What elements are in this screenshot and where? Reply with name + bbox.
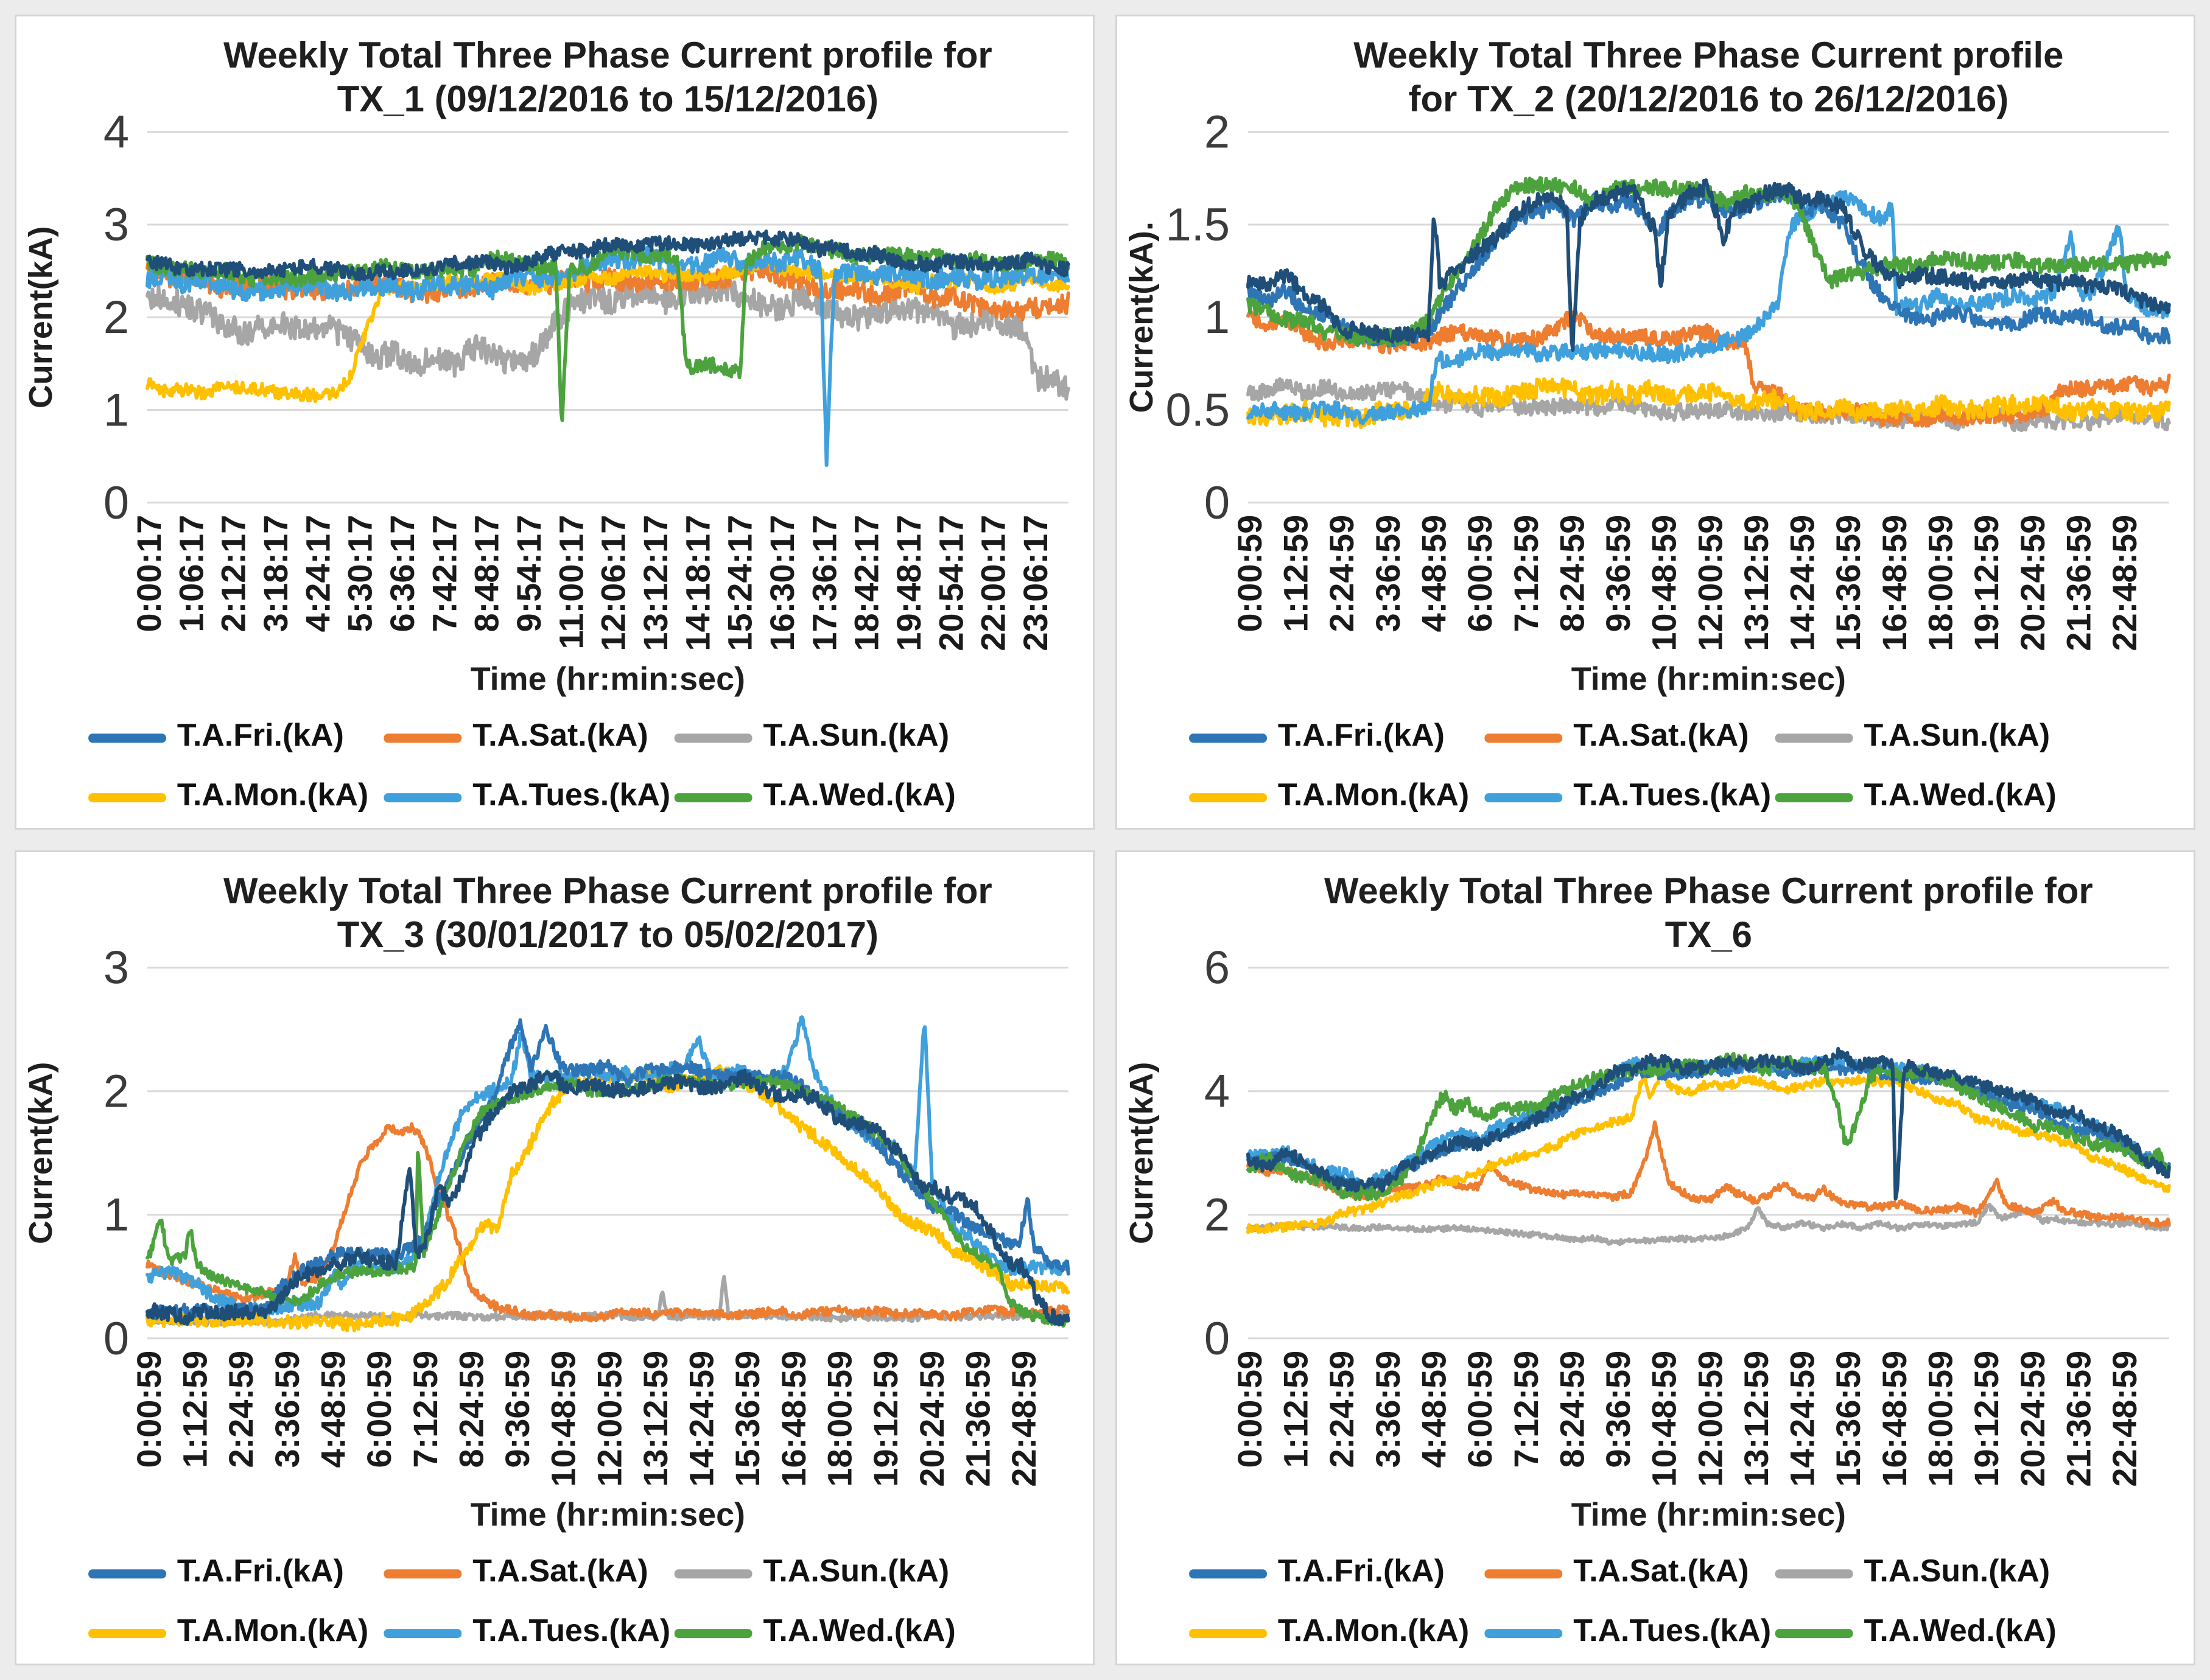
x-tick-label: 10:48:59: [544, 1350, 583, 1487]
x-tick-label: 16:30:17: [762, 514, 801, 651]
x-tick-label: 3:36:59: [1368, 514, 1407, 632]
x-tick-label: 19:48:17: [889, 514, 928, 651]
y-tick-label: 1: [103, 384, 130, 436]
y-axis-title: Current(kA): [1123, 1062, 1160, 1245]
x-tick-label: 0:00:59: [1230, 514, 1269, 632]
x-tick-label: 6:00:59: [360, 1350, 399, 1468]
x-tick-label: 20:24:59: [2013, 514, 2052, 651]
legend-label-t-a-sun-ka: T.A.Sun.(kA): [1864, 1553, 2050, 1589]
y-tick-label: 0.5: [1165, 384, 1230, 436]
x-tick-label: 20:54:17: [931, 514, 970, 651]
x-tick-label: 14:24:59: [682, 1350, 721, 1487]
y-tick-label: 2: [1204, 1189, 1230, 1241]
legend-label-t-a-wed-ka: T.A.Wed.(kA): [1864, 1613, 2057, 1649]
y-tick-label: 0: [103, 1312, 130, 1365]
legend-label-t-a-mon-ka: T.A.Mon.(kA): [177, 777, 369, 813]
x-tick-label: 10:48:59: [1644, 514, 1683, 651]
x-tick-label: 18:42:17: [847, 514, 886, 651]
legend-swatch-t-a-wed-ka: [675, 793, 752, 802]
chart-title-line: for TX_2 (20/12/2016 to 26/12/2016): [1408, 78, 2009, 119]
x-tick-label: 3:36:59: [267, 1350, 306, 1468]
x-tick-label: 22:00:17: [973, 514, 1012, 651]
y-tick-label: 2: [103, 1065, 130, 1118]
chart-panel-tx1: [15, 15, 1095, 830]
x-tick-label: 0:00:59: [1230, 1350, 1269, 1468]
x-tick-label: 22:48:59: [1005, 1350, 1044, 1487]
legend-swatch-t-a-sat-ka: [1484, 1569, 1562, 1578]
chart-svg-tx1: [16, 16, 1093, 828]
x-tick-label: 12:00:59: [590, 1350, 629, 1487]
x-tick-label: 21:36:59: [2059, 514, 2098, 651]
x-tick-label: 8:48:17: [467, 514, 506, 632]
y-tick-label: 4: [1204, 1065, 1230, 1118]
legend-swatch-t-a-wed-ka: [1775, 1629, 1853, 1638]
legend-label-t-a-sun-ka: T.A.Sun.(kA): [1864, 718, 2050, 754]
x-tick-label: 13:12:17: [636, 514, 675, 651]
x-tick-label: 17:36:17: [805, 514, 844, 651]
x-tick-label: 12:06:17: [594, 514, 633, 651]
y-tick-label: 4: [103, 106, 130, 158]
x-tick-label: 4:48:59: [1414, 1350, 1453, 1468]
legend: [88, 718, 956, 813]
legend-label-t-a-tues-ka: T.A.Tues.(kA): [472, 1613, 671, 1649]
legend-swatch-t-a-wed-ka: [675, 1629, 752, 1638]
legend-swatch-t-a-sat-ka: [1484, 733, 1562, 743]
chart-title-line: TX_3 (30/01/2017 to 05/02/2017): [337, 914, 879, 955]
legend-label-t-a-wed-ka: T.A.Wed.(kA): [763, 1613, 956, 1649]
legend-swatch-t-a-mon-ka: [1189, 1629, 1267, 1638]
chart-svg-tx3: [16, 852, 1093, 1664]
x-tick-label: 21:36:59: [958, 1350, 997, 1487]
legend: [88, 1553, 956, 1648]
x-tick-label: 15:36:59: [728, 1350, 767, 1487]
legend-label-t-a-sat-ka: T.A.Sat.(kA): [472, 718, 648, 754]
y-axis-title: Current(kA).: [1123, 222, 1160, 413]
legend: [1189, 1553, 2057, 1648]
y-tick-label: 0: [103, 477, 130, 529]
x-tick-label: 23:06:17: [1016, 514, 1054, 651]
x-tick-label: 2:24:59: [1322, 514, 1361, 632]
x-tick-label: 13:12:59: [1736, 514, 1775, 651]
y-axis-title: Current(kA): [23, 1062, 60, 1245]
legend-swatch-t-a-fri-ka: [1189, 733, 1267, 743]
x-tick-label: 19:12:59: [1967, 514, 2006, 651]
x-tick-label: 1:06:17: [172, 514, 211, 632]
legend-label-t-a-sat-ka: T.A.Sat.(kA): [1573, 718, 1749, 754]
x-tick-label: 7:12:59: [1506, 514, 1545, 632]
chart-panel-tx6: [1115, 850, 2195, 1665]
legend-label-t-a-tues-ka: T.A.Tues.(kA): [1573, 1613, 1772, 1649]
x-tick-label: 14:18:17: [678, 514, 717, 651]
x-tick-label: 10:48:59: [1644, 1350, 1683, 1487]
x-tick-label: 4:48:59: [314, 1350, 353, 1468]
y-tick-label: 0: [1204, 1312, 1230, 1365]
legend-label-t-a-fri-ka: T.A.Fri.(kA): [177, 718, 344, 754]
x-tick-label: 16:48:59: [1875, 514, 1914, 651]
chart-panel-tx3: [15, 850, 1095, 1665]
x-tick-label: 19:12:59: [866, 1350, 905, 1487]
legend-label-t-a-wed-ka: T.A.Wed.(kA): [1864, 777, 2057, 813]
x-axis-title: Time (hr:min:sec): [1571, 1496, 1847, 1533]
chart-title-line: Weekly Total Three Phase Current profile for: [1324, 870, 2093, 911]
x-tick-label: 22:48:59: [2105, 514, 2144, 651]
y-tick-label: 1.5: [1165, 198, 1230, 251]
chart-svg-tx2: [1117, 16, 2194, 828]
x-tick-label: 9:36:59: [1599, 514, 1638, 632]
x-tick-label: 15:36:59: [1829, 1350, 1868, 1487]
legend-label-t-a-fri-ka: T.A.Fri.(kA): [1277, 1553, 1445, 1589]
legend-swatch-t-a-sun-ka: [1775, 1569, 1853, 1578]
x-tick-label: 18:00:59: [820, 1350, 859, 1487]
y-axis-title: Current(kA): [23, 226, 60, 409]
x-tick-label: 4:48:59: [1414, 514, 1453, 632]
chart-panel-tx2: [1115, 15, 2195, 830]
x-tick-label: 13:12:59: [636, 1350, 675, 1487]
x-axis-title: Time (hr:min:sec): [470, 1496, 746, 1533]
x-tick-label: 9:54:17: [509, 514, 548, 632]
chart-title-line: Weekly Total Three Phase Current profile for: [223, 34, 992, 75]
legend-swatch-t-a-fri-ka: [88, 1569, 166, 1578]
legend-swatch-t-a-tues-ka: [1484, 1629, 1562, 1638]
x-tick-label: 1:12:59: [1276, 1350, 1315, 1468]
y-tick-label: 3: [103, 198, 130, 251]
x-tick-label: 1:12:59: [1276, 514, 1315, 632]
x-tick-label: 22:48:59: [2105, 1350, 2144, 1487]
x-tick-label: 6:00:59: [1461, 1350, 1500, 1468]
x-tick-label: 20:24:59: [2013, 1350, 2052, 1487]
x-tick-label: 8:24:59: [1552, 514, 1591, 632]
x-tick-label: 0:00:17: [129, 514, 168, 632]
x-tick-label: 9:36:59: [498, 1350, 537, 1468]
legend-label-t-a-sat-ka: T.A.Sat.(kA): [472, 1553, 648, 1589]
x-tick-label: 18:00:59: [1921, 1350, 1960, 1487]
legend-label-t-a-sun-ka: T.A.Sun.(kA): [763, 718, 950, 754]
y-tick-label: 2: [103, 292, 130, 344]
x-tick-label: 1:12:59: [175, 1350, 214, 1468]
legend-swatch-t-a-tues-ka: [384, 1629, 461, 1638]
x-tick-label: 14:24:59: [1783, 514, 1822, 651]
chart-title-line: Weekly Total Three Phase Current profile for: [223, 870, 992, 911]
legend-label-t-a-sat-ka: T.A.Sat.(kA): [1573, 1553, 1749, 1589]
y-tick-label: 0: [1204, 477, 1230, 529]
y-tick-label: 1: [1204, 292, 1230, 344]
legend-swatch-t-a-sat-ka: [384, 1569, 461, 1578]
x-tick-label: 12:00:59: [1691, 1350, 1730, 1487]
legend-label-t-a-mon-ka: T.A.Mon.(kA): [1277, 1613, 1470, 1649]
x-tick-label: 14:24:59: [1783, 1350, 1822, 1487]
legend-label-t-a-tues-ka: T.A.Tues.(kA): [1573, 777, 1772, 813]
x-tick-label: 2:24:59: [1322, 1350, 1361, 1468]
x-tick-label: 18:00:59: [1921, 514, 1960, 651]
legend-swatch-t-a-tues-ka: [1484, 793, 1562, 802]
x-tick-label: 16:48:59: [774, 1350, 813, 1487]
legend-swatch-t-a-sun-ka: [1775, 733, 1853, 743]
x-tick-label: 15:24:17: [720, 514, 759, 651]
legend-swatch-t-a-mon-ka: [1189, 793, 1267, 802]
legend-label-t-a-tues-ka: T.A.Tues.(kA): [472, 777, 671, 813]
x-tick-label: 7:12:59: [1506, 1350, 1545, 1468]
x-tick-label: 11:00:17: [552, 514, 591, 649]
legend-swatch-t-a-sun-ka: [675, 1569, 752, 1578]
legend-swatch-t-a-fri-ka: [1189, 1569, 1267, 1578]
legend-label-t-a-sun-ka: T.A.Sun.(kA): [763, 1553, 950, 1589]
x-tick-label: 7:12:59: [405, 1350, 444, 1468]
legend-swatch-t-a-mon-ka: [88, 1629, 166, 1638]
legend-swatch-t-a-tues-ka: [384, 793, 461, 802]
x-tick-label: 2:12:17: [214, 514, 253, 632]
y-tick-label: 2: [1204, 106, 1230, 158]
chart-title-line: TX_6: [1665, 914, 1752, 955]
chart-svg-tx6: [1117, 852, 2194, 1664]
x-tick-label: 8:24:59: [1552, 1350, 1591, 1468]
x-tick-label: 5:30:17: [340, 514, 379, 632]
x-tick-label: 3:18:17: [256, 514, 295, 632]
x-tick-label: 9:36:59: [1599, 1350, 1638, 1468]
legend-label-t-a-wed-ka: T.A.Wed.(kA): [763, 777, 956, 813]
legend-swatch-t-a-sat-ka: [384, 733, 461, 743]
legend-label-t-a-mon-ka: T.A.Mon.(kA): [1277, 777, 1470, 813]
x-tick-label: 16:48:59: [1875, 1350, 1914, 1487]
x-tick-label: 8:24:59: [452, 1350, 491, 1468]
y-tick-label: 6: [1204, 942, 1230, 994]
legend-swatch-t-a-wed-ka: [1775, 793, 1853, 802]
x-tick-label: 0:00:59: [129, 1350, 168, 1468]
legend-swatch-t-a-sun-ka: [675, 733, 752, 743]
y-tick-label: 3: [103, 942, 130, 994]
legend: [1189, 718, 2057, 813]
x-tick-label: 19:12:59: [1967, 1350, 2006, 1487]
x-axis-title: Time (hr:min:sec): [470, 660, 746, 698]
legend-swatch-t-a-fri-ka: [88, 733, 166, 743]
x-axis-title: Time (hr:min:sec): [1571, 660, 1847, 698]
x-tick-label: 6:36:17: [382, 514, 421, 632]
x-tick-label: 20:24:59: [912, 1350, 951, 1487]
chart-title-line: Weekly Total Three Phase Current profile: [1353, 34, 2064, 75]
y-tick-label: 1: [103, 1189, 130, 1241]
x-tick-label: 3:36:59: [1368, 1350, 1407, 1468]
x-tick-label: 12:00:59: [1691, 514, 1730, 651]
x-tick-label: 4:24:17: [298, 514, 337, 632]
x-tick-label: 21:36:59: [2059, 1350, 2098, 1487]
x-tick-label: 15:36:59: [1829, 514, 1868, 651]
legend-label-t-a-fri-ka: T.A.Fri.(kA): [1277, 718, 1445, 754]
x-tick-label: 2:24:59: [222, 1350, 261, 1468]
legend-swatch-t-a-mon-ka: [88, 793, 166, 802]
legend-label-t-a-mon-ka: T.A.Mon.(kA): [177, 1613, 369, 1649]
x-tick-label: 6:00:59: [1461, 514, 1500, 632]
x-tick-label: 13:12:59: [1736, 1350, 1775, 1487]
chart-title-line: TX_1 (09/12/2016 to 15/12/2016): [337, 78, 879, 119]
x-tick-label: 7:42:17: [425, 514, 464, 632]
legend-label-t-a-fri-ka: T.A.Fri.(kA): [177, 1553, 344, 1589]
